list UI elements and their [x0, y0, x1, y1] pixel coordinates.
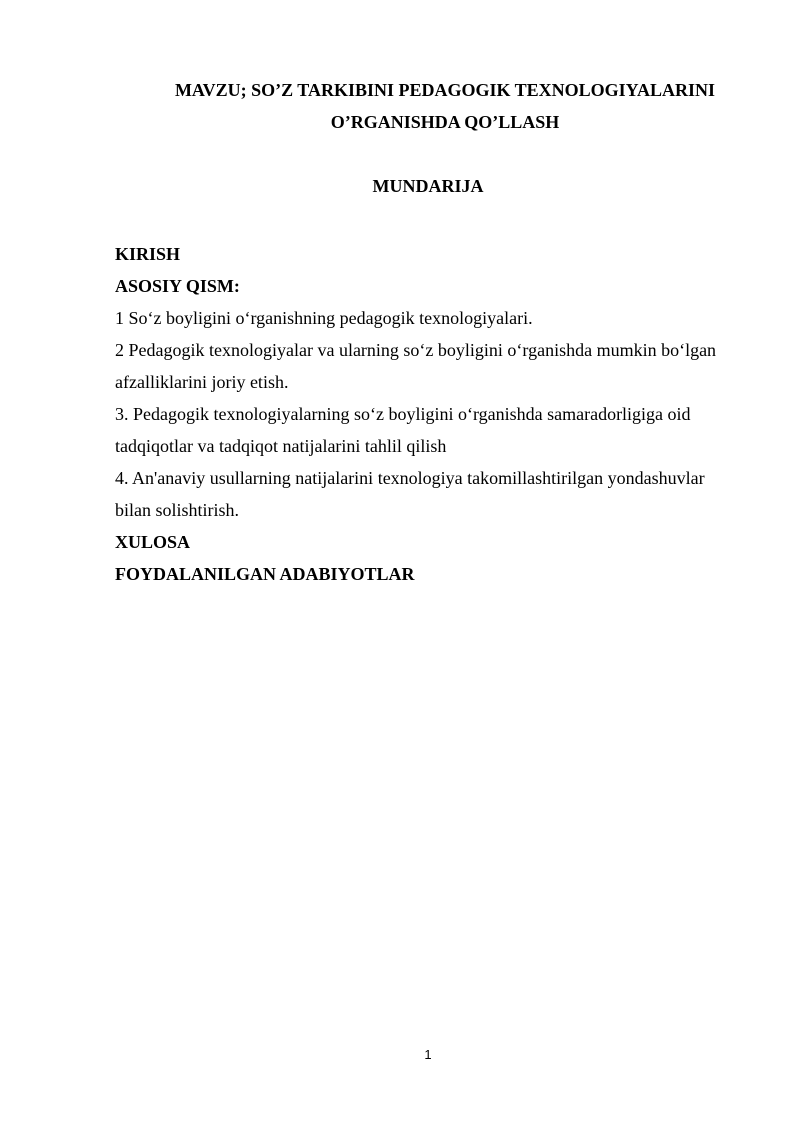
title-line-1: MAVZU; SO’Z TARKIBINI PEDAGOGIK TEXNOLOGIYALARINI [174, 80, 716, 100]
toc-heading: MUNDARIJA [372, 176, 484, 196]
toc-item-3 [115, 398, 755, 462]
toc-item-line: afzalliklarini joriy etish. [115, 372, 289, 392]
table-of-contents [115, 238, 755, 590]
toc-conclusion: XULOSA [115, 532, 191, 552]
toc-item-line: 2 Pedagogik texnologiyalar va ularning so‘z boyligini o‘rganishda mumkin bo‘lgan [115, 340, 717, 360]
toc-item-4 [115, 462, 755, 526]
toc-item-line: bilan solishtirish. [115, 500, 240, 520]
toc-item-line: 4. An'anaviy usullarning natijalarini texnologiya takomillashtirilgan yondashuvlar [115, 468, 705, 488]
toc-item-2 [115, 334, 755, 398]
document-title [140, 74, 750, 138]
toc-intro: KIRISH [115, 244, 181, 264]
toc-item-line: 1 So‘z boyligini o‘rganishning pedagogik texnologiyalari. [115, 308, 533, 328]
toc-item-line: 3. Pedagogik texnologiyalarning so‘z boyligini o‘rganishda samaradorligiga oid [115, 404, 691, 424]
toc-item-line: tadqiqotlar va tadqiqot natijalarini tahlil qilish [115, 436, 447, 456]
toc-item-1 [115, 302, 755, 334]
title-line-2: O’RGANISHDA QO’LLASH [330, 112, 560, 132]
page-number: 1 [424, 1047, 432, 1062]
toc-references: FOYDALANILGAN ADABIYOTLAR [115, 564, 415, 584]
toc-main-part: ASOSIY QISM: [115, 276, 240, 296]
